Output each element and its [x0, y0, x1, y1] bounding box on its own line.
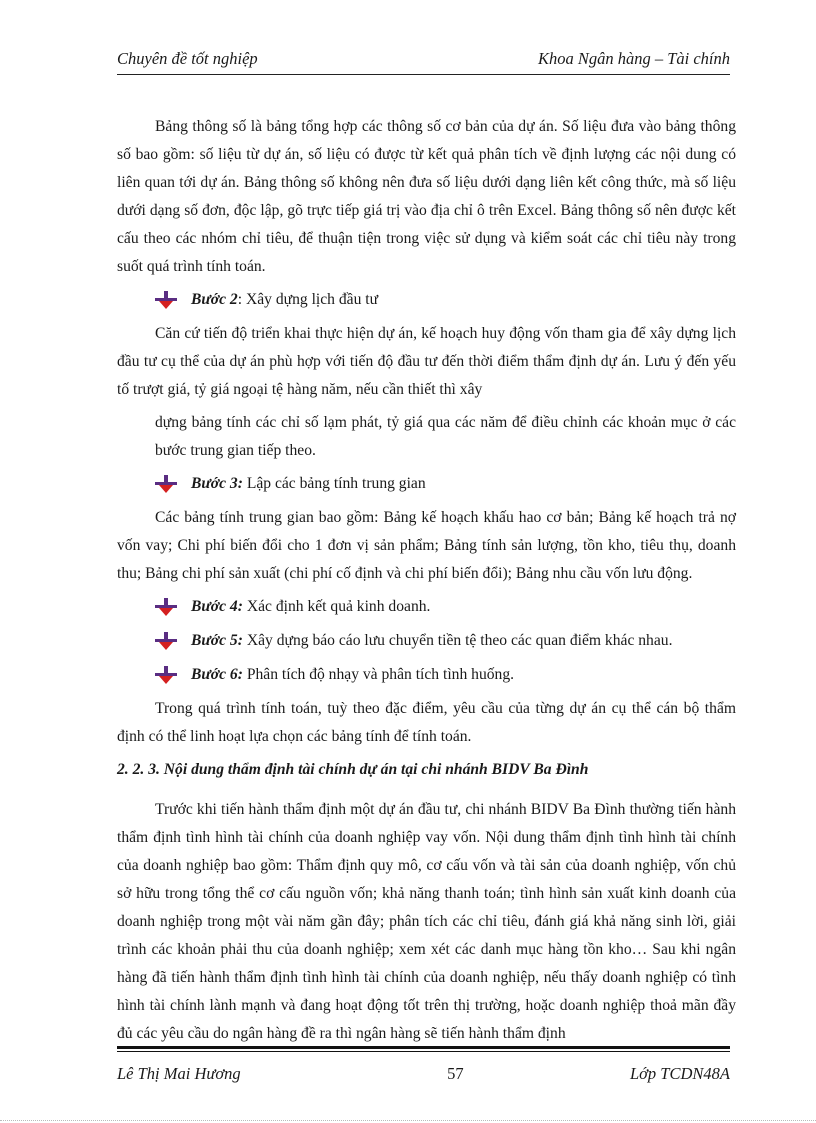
step-5-text: Xây dựng báo cáo lưu chuyển tiền tệ theo các quan điểm khác nhau.	[242, 632, 673, 649]
step-4	[155, 593, 736, 621]
page-footer	[117, 1064, 730, 1084]
down-arrow-bullet-icon	[155, 598, 177, 616]
step-2-text: : Xây dựng lịch đầu tư	[237, 291, 379, 308]
paragraph-4: Trong quá trình tính toán, tuỳ theo đặc điểm, yêu cầu của từng dự án cụ thể cán bộ thẩm định có thể linh hoạt lựa chọn các bảng tính để tính toán.	[117, 700, 736, 745]
step-2	[155, 286, 736, 314]
paragraph-1: Bảng thông số là bảng tổng hợp các thông số cơ bản của dự án. Số liệu đưa vào bảng thông số bao gồm: số liệu từ dự án, số liệu có được từ kết quả phân tích về định lượng các nội dung có liên quan tới dự án. Bảng thông số không nên đưa số liệu dưới dạng liên kết công thức, mà số liệu dưới dạng số đơn, độc lập, gõ trực tiếp giá trị vào địa chỉ ô trên Excel. Bảng thông số nên được kết cấu theo các nhóm chỉ tiêu, để thuận tiện trong việc sử dụng và kiểm soát các chỉ tiêu này trong suốt quá trình tính toán.	[117, 118, 736, 275]
step-4-label: Bước 4:	[191, 598, 243, 615]
step-3	[155, 470, 736, 498]
footer-author: Lê Thị Mai Hương	[117, 1064, 241, 1083]
down-arrow-bullet-icon	[155, 291, 177, 309]
section-title: 2. 2. 3. Nội dung thẩm định tài chính dự án tại chi nhánh BIDV Ba Đình	[117, 761, 589, 778]
paragraph-3: Các bảng tính trung gian bao gồm: Bảng kế hoạch khấu hao cơ bản; Bảng kế hoạch trả nợ vốn vay; Chi phí biến đổi cho 1 đơn vị sản phẩm; Bảng tính sản lượng, tồn kho, tiêu thụ, doanh thu; Bảng chi phí sản xuất (chi phí cố định và chi phí biến đổi); Bảng nhu cầu vốn lưu động.	[117, 509, 736, 582]
footer-class: Lớp TCDN48A	[629, 1064, 730, 1083]
step-5	[155, 627, 736, 655]
step-6-label: Bước 6:	[191, 666, 243, 683]
step-3-label: Bước 3:	[191, 475, 243, 492]
step-5-label: Bước 5:	[191, 632, 243, 649]
paragraph-2: Căn cứ tiến độ triển khai thực hiện dự án, kế hoạch huy động vốn tham gia để xây dựng lịch đầu tư cụ thể của dự án phù hợp với tiến độ đầu tư đến thời điểm thẩm định dự án. Lưu ý đến yếu tố trượt giá, tỷ giá ngoại tệ hàng năm, nếu cần thiết thì xây	[117, 325, 736, 398]
step-6	[155, 661, 736, 689]
down-arrow-bullet-icon	[155, 475, 177, 493]
page-body	[117, 113, 736, 1053]
footer-rule-thick	[117, 1046, 730, 1049]
paragraph-5: Trước khi tiến hành thẩm định một dự án đầu tư, chi nhánh BIDV Ba Đình thường tiến hành thẩm định tình hình tài chính của doanh nghiệp vay vốn. Nội dung thẩm định tình hình tài chính của doanh nghiệp bao gồm: Thẩm định quy mô, cơ cấu vốn và tài sản của doanh nghiệp, vốn chủ sở hữu trong tổng thể cơ cấu nguồn vốn; khả năng thanh toán; tình hình sản xuất kinh doanh của doanh nghiệp trong một vài năm gần đây; phân tích các chỉ tiêu, đánh giá khả năng sinh lời, giải trình các khoản phải thu của doanh nghiệp; xem xét các danh mục hàng tồn kho… Sau khi ngân hàng đã tiến hành thẩm định tình hình tài chính của doanh nghiệp, nếu thấy doanh nghiệp có tình hình tài chính lành mạnh và đang hoạt động tốt trên thị trường, hoặc doanh nghiệp thoả mãn đầy đủ các yêu cầu do ngân hàng đề ra thì ngân hàng sẽ tiến hành thẩm định	[117, 801, 736, 1042]
step-2-label: Bước 2	[191, 291, 238, 308]
step-6-text: Phân tích độ nhạy và phân tích tình huống.	[242, 666, 515, 683]
paragraph-2b: dựng bảng tính các chỉ số lạm phát, tỷ giá qua các năm để điều chỉnh các khoản mục ở các bước trung gian tiếp theo.	[155, 414, 736, 459]
page-header	[117, 49, 730, 71]
header-left: Chuyên đề tốt nghiệp	[117, 49, 258, 68]
step-3-text: Lập các bảng tính trung gian	[242, 475, 426, 492]
footer-rule-thin	[117, 1051, 730, 1052]
step-4-text: Xác định kết quả kinh doanh.	[242, 598, 431, 615]
header-rule	[117, 74, 730, 75]
header-right: Khoa Ngân hàng – Tài chính	[537, 49, 730, 68]
down-arrow-bullet-icon	[155, 632, 177, 650]
down-arrow-bullet-icon	[155, 666, 177, 684]
page-number: 57	[447, 1064, 464, 1083]
